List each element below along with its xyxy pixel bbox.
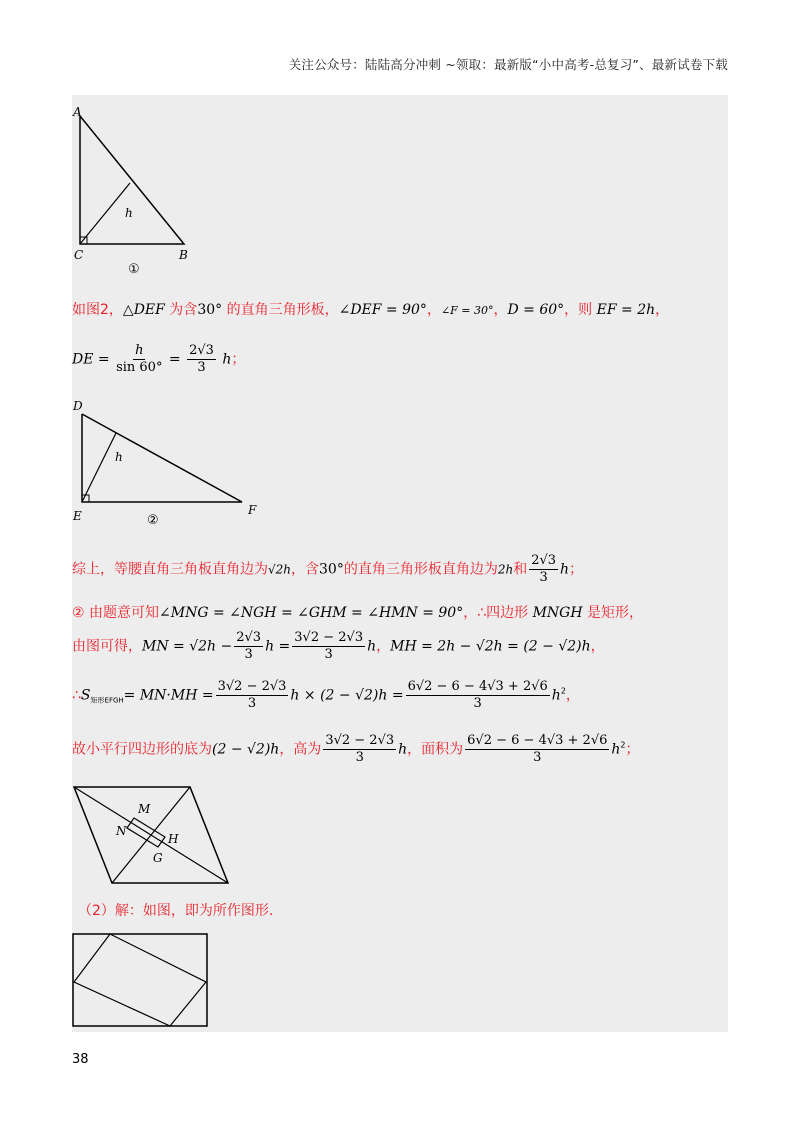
fig1-label-h: h [125,206,133,220]
fig2-label-f: F [248,503,257,517]
figure-2-triangle [72,396,272,526]
fig3-label-n: N [116,824,127,838]
figure-4-rectangle [72,932,210,1028]
fig3-label-h: H [168,832,179,846]
page-header: 关注公众号：陆陆高分冲刺 ~领取：最新版“小中高考-总复习”、最新试卷下载 [288,57,728,72]
fig1-label-b: B [179,248,188,262]
fig2-label-d: D [73,399,83,413]
para-8: （2）解：如图，即为所作图形. [78,903,274,919]
figure-3-parallelogram [72,783,232,887]
para-2: DE = $\frac{h}{\sin 60^\circ}$ = $\frac{2√3}{3}$ h； [72,343,246,375]
para-7: 故小平行四边形的底为(2 − √2)h，高为 $\frac{3√2 - 2√3}{3}$ h，面积为 $\frac{6√2 - 6 - 4√3 + 2√6}{3}$ $h^2$； [72,733,640,765]
fig2-caption: ② [147,513,159,526]
para-6: $\therefore S_{矩形EFGH}= MN\cdot MH$ = $\frac{3√2 - 2√3}{3}$ h × (2 − √2)h = $\frac{6√2 - 6 - 4√3 + 2√6}{3}$ $h^2$， [72,679,580,711]
fig2-label-e: E [73,509,82,523]
para-3: 综上，等腰直角三角板直角边为√2h，含30°的直角三角形板直角边为2h和 $\frac{2√3}{3}$ h； [72,553,584,585]
fig1-label-c: C [74,248,84,262]
fig1-caption: ① [128,262,140,274]
fig1-label-a: A [73,105,82,119]
para-1: 如图2，△DEF 为含30° 的直角三角形板，∠DEF = 90°，∠F = 30°，D = 60°，则 EF = 2h， [72,302,670,318]
page-number: 38 [72,1052,89,1067]
fig3-label-g: G [153,851,163,865]
fig2-label-h: h [115,450,123,464]
fig3-label-m: M [138,802,151,816]
figure-1-triangle [72,104,202,274]
para-4: ② 由题意可知∠MNG = ∠NGH = ∠GHM = ∠HMN = 90°，∴四边形 MNGH 是矩形， [72,605,644,621]
para-5: 由图可得，MN = √2h − $\frac{2√3}{3}$ h = $\frac{3√2 - 2√3}{3}$ h，MH = 2h − √2h = (2 − √2)h， [72,630,605,662]
